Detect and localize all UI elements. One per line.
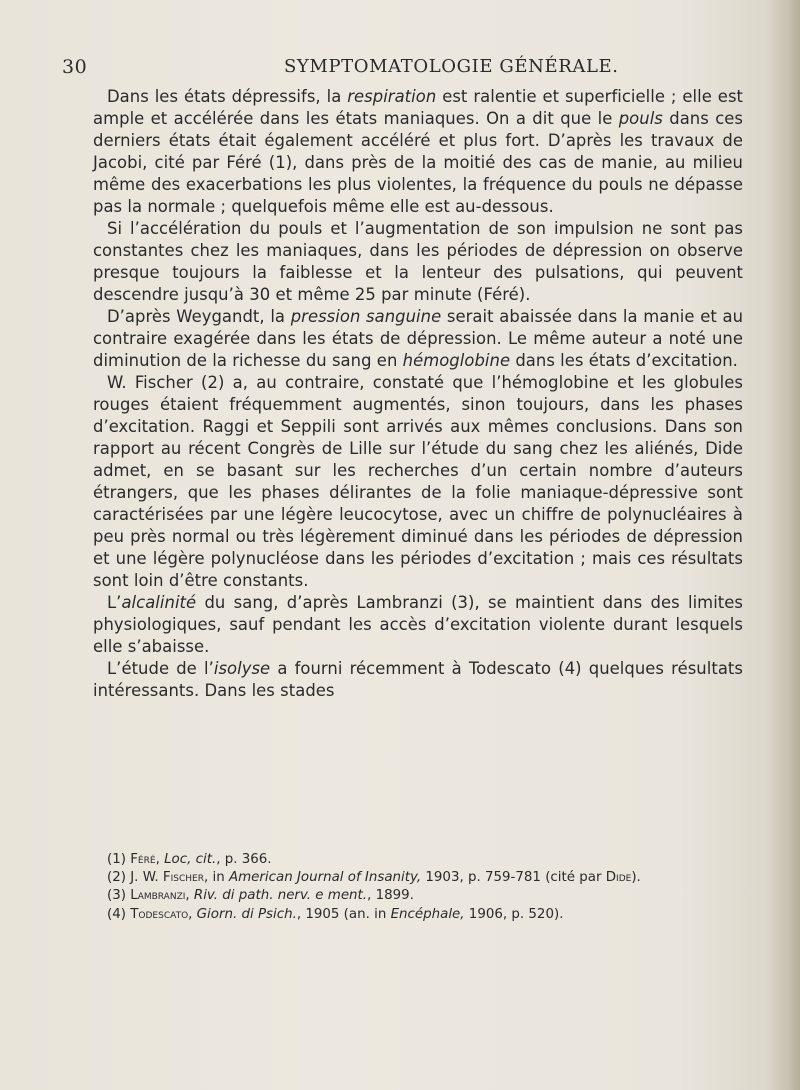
paragraph-fischer: W. Fischer (2) a, au contraire, constaté que l’hémoglobine et les globules rouges étaient fréquemment augmentés, sinon toujours, dans les phases d’excitation. Raggi et Seppili sont arrivés aux mêmes conclusions. Dans son rapport au récent Congrès de Lille sur l’étude du sang chez les aliénés, Dide admet, en se basant sur les recherches d’un certain nombre d’auteurs étrangers, que les phases délirantes de la folie maniaque-dépressive sont caractérisées par une légère leucocytose, avec un chiffre de polynucléaires à peu près normal ou très légèrement diminué dans les périodes de dépression et une légère polynucléose dans les périodes d’excitation ; mais ces résultats sont loin d’être constants. <box>93 373 743 590</box>
footnote-4: (4) Todescato, Giorn. di Psich., 1905 (an. in Encéphale, 1906, p. 520). <box>107 906 564 922</box>
term-isolyse: isolyse <box>213 659 271 678</box>
page-header <box>62 56 752 82</box>
paragraph-pouls: Si l’accélération du pouls et l’augmentation de son impulsion ne sont pas constantes chez les maniaques, dans les périodes de dépression on observe presque toujours la faiblesse et la lenteur des pulsations, qui peuvent descendre jusqu’à 30 et même 25 par minute (Féré). <box>93 219 743 304</box>
paragraph-respiration: Dans les états dépressifs, la respiration est ralentie et superficielle ; elle est ample et accélérée dans les états maniaques. On a dit que le pouls dans ces derniers états était également accéléré et plus fort. D’après les travaux de Jacobi, cité par Féré (1), dans près de la moitié des cas de manie, au milieu même des exacerbations les plus violentes, la fréquence du pouls ne dépasse pas la normale ; quelquefois même elle est au-dessous. <box>93 87 744 216</box>
term-hemoglobine: hémoglobine <box>402 351 511 370</box>
term-pression-sanguine: pression sanguine <box>290 307 442 326</box>
term-alcalinite: alcalinité <box>121 593 197 612</box>
page-number: 30 <box>62 56 88 78</box>
page-edge-shadow <box>768 0 800 1090</box>
paragraph-alcalinite: L’alcalinité du sang, d’après Lambranzi (3), se maintient dans des limites physiologiques, sauf pendant les accès d’excitation violente durant lesquels elle s’abaisse. <box>93 593 743 656</box>
footnote-3: (3) Lambranzi, Riv. di path. nerv. e ment., 1899. <box>107 888 414 904</box>
paragraph-pression: D’après Weygandt, la pression sanguine serait abaissée dans la manie et au contraire exagérée dans les états de dépression. Le même auteur a noté une diminution de la richesse du sang en hémoglobine dans les états d’excitation. <box>93 307 744 370</box>
body-text <box>93 86 743 702</box>
term-pouls: pouls <box>618 109 663 128</box>
running-title: SYMPTOMATOLOGIE GÉNÉRALE. <box>284 56 619 77</box>
paragraph-isolyse: L’étude de l’isolyse a fourni récemment à Todescato (4) quelques résultats intéressants. Dans les stades <box>93 659 743 700</box>
footnotes <box>93 851 743 924</box>
footnote-2: (2) J. W. Fischer, in American Journal of Insanity, 1903, p. 759-781 (cité par Dide). <box>107 870 641 886</box>
footnote-1: (1) Féré, Loc, cit., p. 366. <box>107 852 272 867</box>
term-respiration: respiration <box>347 87 437 106</box>
